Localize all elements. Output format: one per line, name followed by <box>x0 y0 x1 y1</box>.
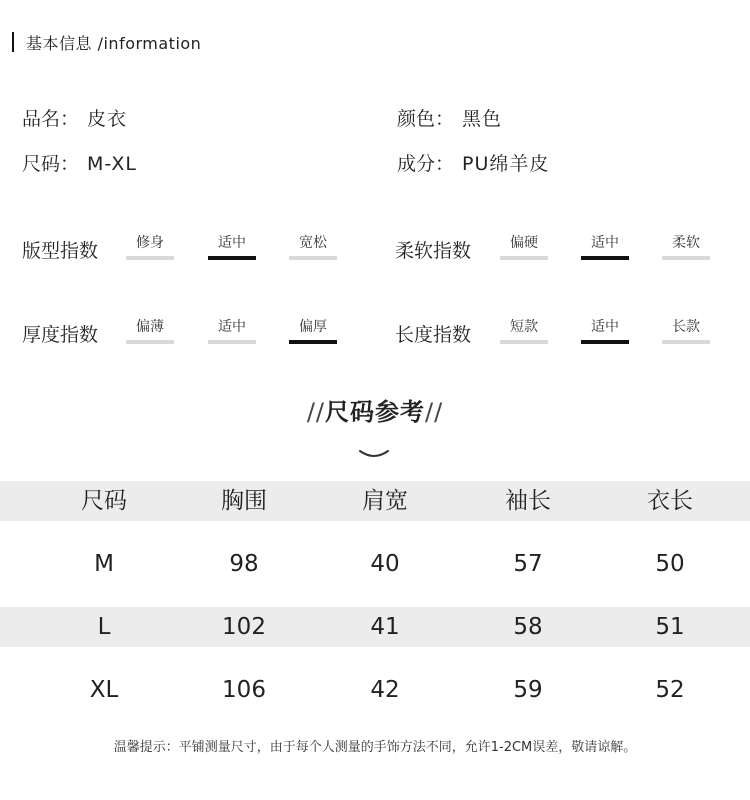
cell-size: M <box>94 551 114 577</box>
title-deco-left: // <box>306 398 325 426</box>
cell-shoulder: 42 <box>370 677 400 703</box>
product-name-row <box>22 104 127 131</box>
column-header-length: 衣长 <box>647 488 693 514</box>
cell-size: L <box>97 614 111 640</box>
thickness-option-thick-bar <box>289 340 337 344</box>
measurement-note: 温馨提示：平铺测量尺寸，由于每个人测量的手饰方法不同，允许1-2CM误差，敬请谅解。 <box>113 740 637 755</box>
color-value: 黑色 <box>462 108 503 130</box>
fit-option-slim-text: 修身 <box>136 235 164 251</box>
product-name-label: 品名： <box>22 108 80 130</box>
table-row <box>0 607 750 647</box>
thickness-option-medium-text: 适中 <box>218 319 246 335</box>
size-range-row <box>22 149 137 176</box>
fit-option-loose <box>289 233 337 260</box>
material-label: 成分： <box>397 153 455 175</box>
length-index-label: 长度指数 <box>395 324 472 346</box>
column-header-sleeve: 袖长 <box>505 488 551 514</box>
thickness-option-thick-text: 偏厚 <box>299 319 327 335</box>
fit-option-slim-bar <box>126 256 174 260</box>
thickness-index-label: 厚度指数 <box>22 324 99 346</box>
section-header <box>12 30 201 54</box>
softness-option-stiff-text: 偏硬 <box>510 235 538 251</box>
softness-option-medium <box>581 233 629 260</box>
cell-length: 52 <box>655 677 685 703</box>
cell-length: 50 <box>655 551 685 577</box>
fit-option-loose-bar <box>289 256 337 260</box>
cell-size: XL <box>89 677 119 703</box>
softness-option-medium-text: 适中 <box>591 235 619 251</box>
thickness-option-thin-bar <box>126 340 174 344</box>
length-option-short-text: 短款 <box>510 319 538 335</box>
column-header-size: 尺码 <box>81 488 127 514</box>
cell-shoulder: 41 <box>370 614 400 640</box>
fit-option-slim <box>126 233 174 260</box>
softness-option-stiff <box>500 233 548 260</box>
thickness-option-thin-text: 偏薄 <box>136 319 164 335</box>
cell-shoulder: 40 <box>370 551 400 577</box>
color-row <box>397 104 502 131</box>
column-header-chest: 胸围 <box>221 488 267 514</box>
length-option-medium <box>581 317 629 344</box>
title-deco-right: // <box>425 398 444 426</box>
softness-index-label: 柔软指数 <box>395 240 472 262</box>
header-bar <box>12 32 14 52</box>
chevron-down-icon <box>358 448 390 460</box>
softness-option-medium-bar <box>581 256 629 260</box>
column-header-shoulder: 肩宽 <box>362 488 408 514</box>
cell-sleeve: 58 <box>513 614 543 640</box>
softness-option-stiff-bar <box>500 256 548 260</box>
length-option-short <box>500 317 548 344</box>
size-range-label: 尺码： <box>22 153 80 175</box>
cell-chest: 106 <box>222 677 266 703</box>
color-label: 颜色： <box>397 108 455 130</box>
length-option-long-bar <box>662 340 710 344</box>
table-row <box>0 544 750 584</box>
cell-sleeve: 59 <box>513 677 543 703</box>
cell-chest: 102 <box>222 614 266 640</box>
thickness-option-thick <box>289 317 337 344</box>
table-row <box>0 670 750 710</box>
softness-option-soft <box>662 233 710 260</box>
cell-length: 51 <box>655 614 685 640</box>
softness-option-soft-text: 柔软 <box>672 235 700 251</box>
fit-index-label: 版型指数 <box>22 240 99 262</box>
material-value: PU绵羊皮 <box>462 153 550 175</box>
size-chart-title-text: 尺码参考 <box>325 398 425 426</box>
fit-option-regular-bar <box>208 256 256 260</box>
length-option-long <box>662 317 710 344</box>
product-name-value: 皮衣 <box>87 108 128 130</box>
fit-option-loose-text: 宽松 <box>299 235 327 251</box>
length-option-long-text: 长款 <box>672 319 700 335</box>
size-chart-title <box>0 392 750 427</box>
table-header-row <box>0 481 750 521</box>
fit-option-regular <box>208 233 256 260</box>
softness-option-soft-bar <box>662 256 710 260</box>
cell-chest: 98 <box>229 551 259 577</box>
fit-option-regular-text: 适中 <box>218 235 246 251</box>
length-option-medium-bar <box>581 340 629 344</box>
length-option-medium-text: 适中 <box>591 319 619 335</box>
length-option-short-bar <box>500 340 548 344</box>
thickness-option-medium <box>208 317 256 344</box>
material-row <box>397 149 549 176</box>
thickness-option-medium-bar <box>208 340 256 344</box>
thickness-option-thin <box>126 317 174 344</box>
cell-sleeve: 57 <box>513 551 543 577</box>
section-title: 基本信息 /information <box>26 33 202 53</box>
size-range-value: M-XL <box>87 153 137 175</box>
